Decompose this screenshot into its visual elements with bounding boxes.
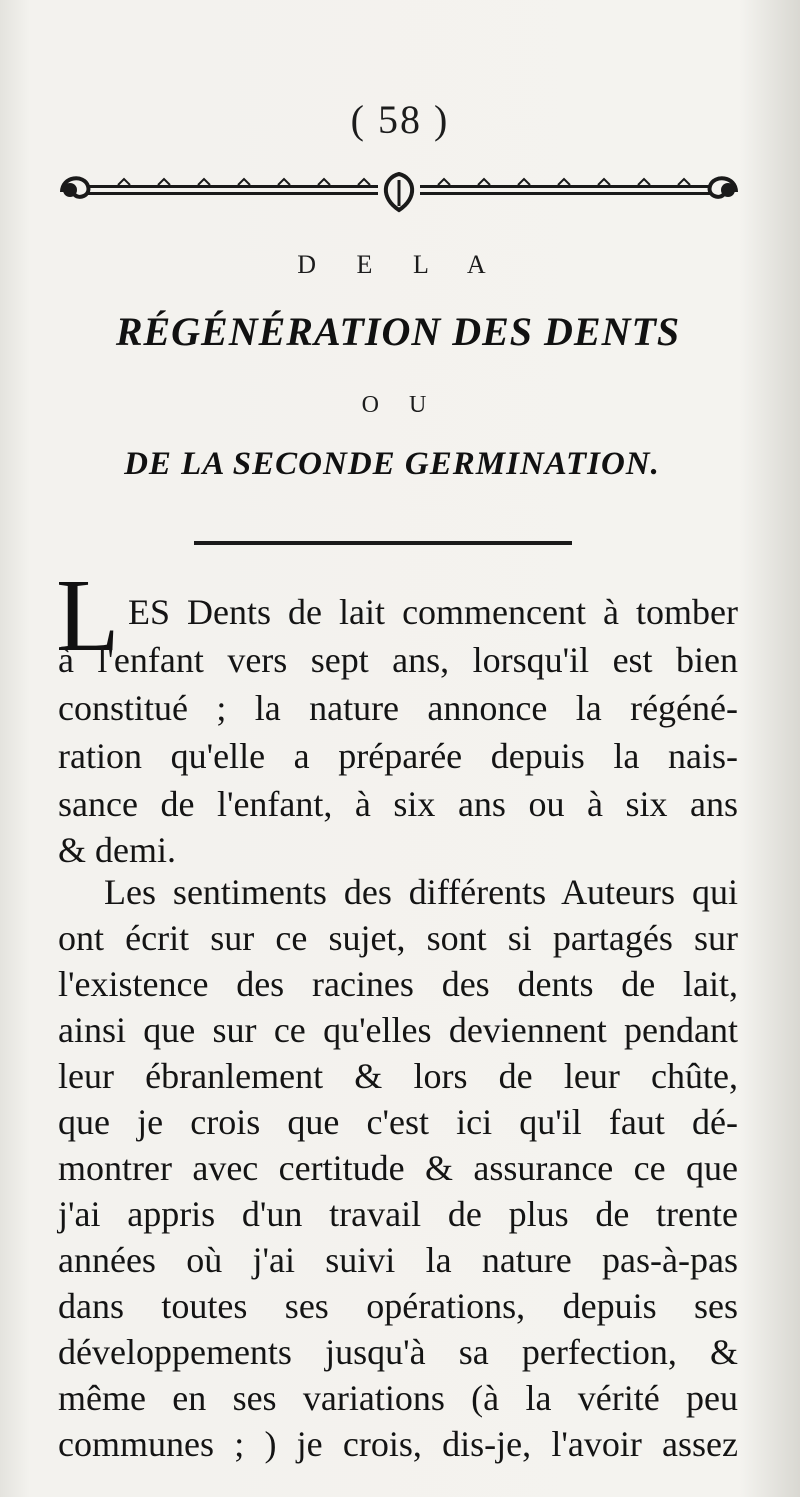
text-line: développements jusqu'à sa perfection, &	[58, 1332, 738, 1372]
text-line: ration qu'elle a préparée depuis la nais-	[58, 736, 738, 776]
text-line: j'ai appris d'un travail de plus de trente	[58, 1194, 738, 1234]
text-line: ES Dents de lait commencent à tomber	[128, 592, 738, 632]
text-line: ainsi que sur ce qu'elles deviennent pendant	[58, 1010, 738, 1050]
text-line: l'existence des racines des dents de lait,	[58, 964, 738, 1004]
text-line: à l'enfant vers sept ans, lorsqu'il est bien	[58, 640, 738, 680]
section-rule	[194, 541, 572, 545]
text-line: & demi.	[58, 830, 176, 870]
text-line: Les sentiments des différents Auteurs qui	[104, 872, 738, 912]
text-line: montrer avec certitude & assurance ce que	[58, 1148, 738, 1188]
page-number: ( 58 )	[350, 97, 450, 142]
text-line: communes ; ) je crois, dis-je, l'avoir assez	[58, 1424, 738, 1464]
ornamental-band	[58, 168, 740, 216]
text-line: leur ébranlement & lors de leur chûte,	[58, 1056, 738, 1096]
text-line: même en ses variations (à la vérité peu	[58, 1378, 738, 1418]
title-main: RÉGÉNÉRATION DES DENTS	[115, 309, 681, 354]
title-sub: DE LA SECONDE GERMINATION.	[124, 446, 660, 482]
text-line: ont écrit sur ce sujet, sont si partagés sur	[58, 918, 738, 958]
text-line: constitué ; la nature annonce la régéné-	[58, 688, 738, 728]
title-connector: O U	[361, 392, 439, 418]
drop-cap: L	[56, 558, 120, 673]
text-line: que je crois que c'est ici qu'il faut dé-	[58, 1102, 738, 1142]
text-line: sance de l'enfant, à six ans ou à six ans	[58, 784, 738, 824]
text-line: dans toutes ses opérations, depuis ses	[58, 1286, 738, 1326]
title-prefix: D E L A	[297, 250, 503, 279]
text-line: années où j'ai suivi la nature pas-à-pas	[58, 1240, 738, 1280]
